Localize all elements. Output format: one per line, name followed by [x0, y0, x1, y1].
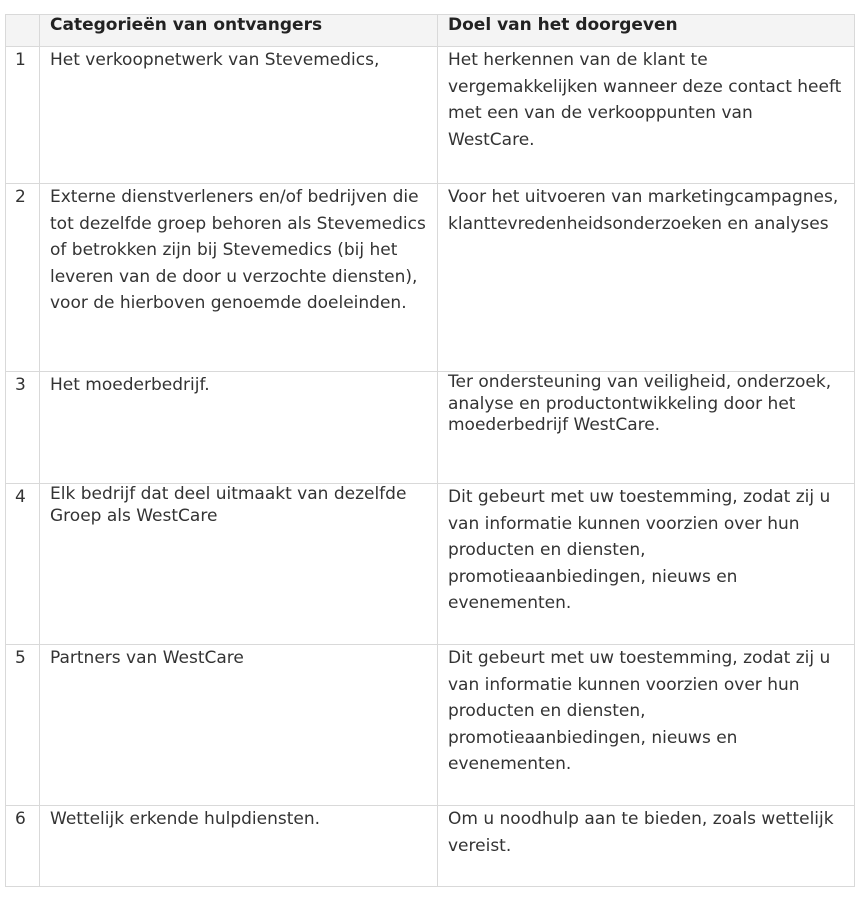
- table-row: [6, 484, 855, 645]
- row-purpose: Dit gebeurt met uw toestemming, zodat zij u van informatie kunnen voorzien over hun producten en diensten, promotieaanbiedingen, nieuws en evenementen.: [438, 484, 855, 645]
- row-category: Partners van WestCare: [40, 645, 438, 806]
- row-category: Elk bedrijf dat deel uitmaakt van dezelfde Groep als WestCare: [40, 484, 438, 645]
- row-purpose: Om u noodhulp aan te bieden, zoals wettelijk vereist.: [438, 806, 855, 887]
- header-row: [6, 15, 855, 47]
- table-row: [6, 184, 855, 372]
- header-category: Categorieën van ontvangers: [40, 15, 438, 47]
- table-header: [6, 15, 855, 47]
- header-purpose: Doel van het doorgeven: [438, 15, 855, 47]
- row-number: 2: [6, 184, 40, 372]
- table-row: [6, 806, 855, 887]
- row-purpose: Dit gebeurt met uw toestemming, zodat zij u van informatie kunnen voorzien over hun producten en diensten, promotieaanbiedingen, nieuws en evenementen.: [438, 645, 855, 806]
- row-number: 5: [6, 645, 40, 806]
- row-purpose: Het herkennen van de klant te vergemakkelijken wanneer deze contact heeft met een van de verkooppunten van WestCare.: [438, 47, 855, 184]
- row-number: 1: [6, 47, 40, 184]
- row-category: Het verkoopnetwerk van Stevemedics,: [40, 47, 438, 184]
- table-row: [6, 47, 855, 184]
- row-purpose: Ter ondersteuning van veiligheid, onderzoek, analyse en productontwikkeling door het moederbedrijf WestCare.: [438, 372, 855, 484]
- row-category: Het moederbedrijf.: [40, 372, 438, 484]
- row-number: 3: [6, 372, 40, 484]
- row-number: 4: [6, 484, 40, 645]
- row-purpose: Voor het uitvoeren van marketingcampagnes, klanttevredenheidsonderzoeken en analyses: [438, 184, 855, 372]
- row-number: 6: [6, 806, 40, 887]
- row-category: Externe dienstverleners en/of bedrijven die tot dezelfde groep behoren als Stevemedics of betrokken zijn bij Stevemedics (bij het leveren van de door u verzochte diensten), voor de hierboven genoemde doeleinden.: [40, 184, 438, 372]
- table-row: [6, 645, 855, 806]
- recipients-table: [5, 14, 855, 887]
- table-body: [6, 47, 855, 887]
- row-category: Wettelijk erkende hulpdiensten.: [40, 806, 438, 887]
- header-number: [6, 15, 40, 47]
- table-row: [6, 372, 855, 484]
